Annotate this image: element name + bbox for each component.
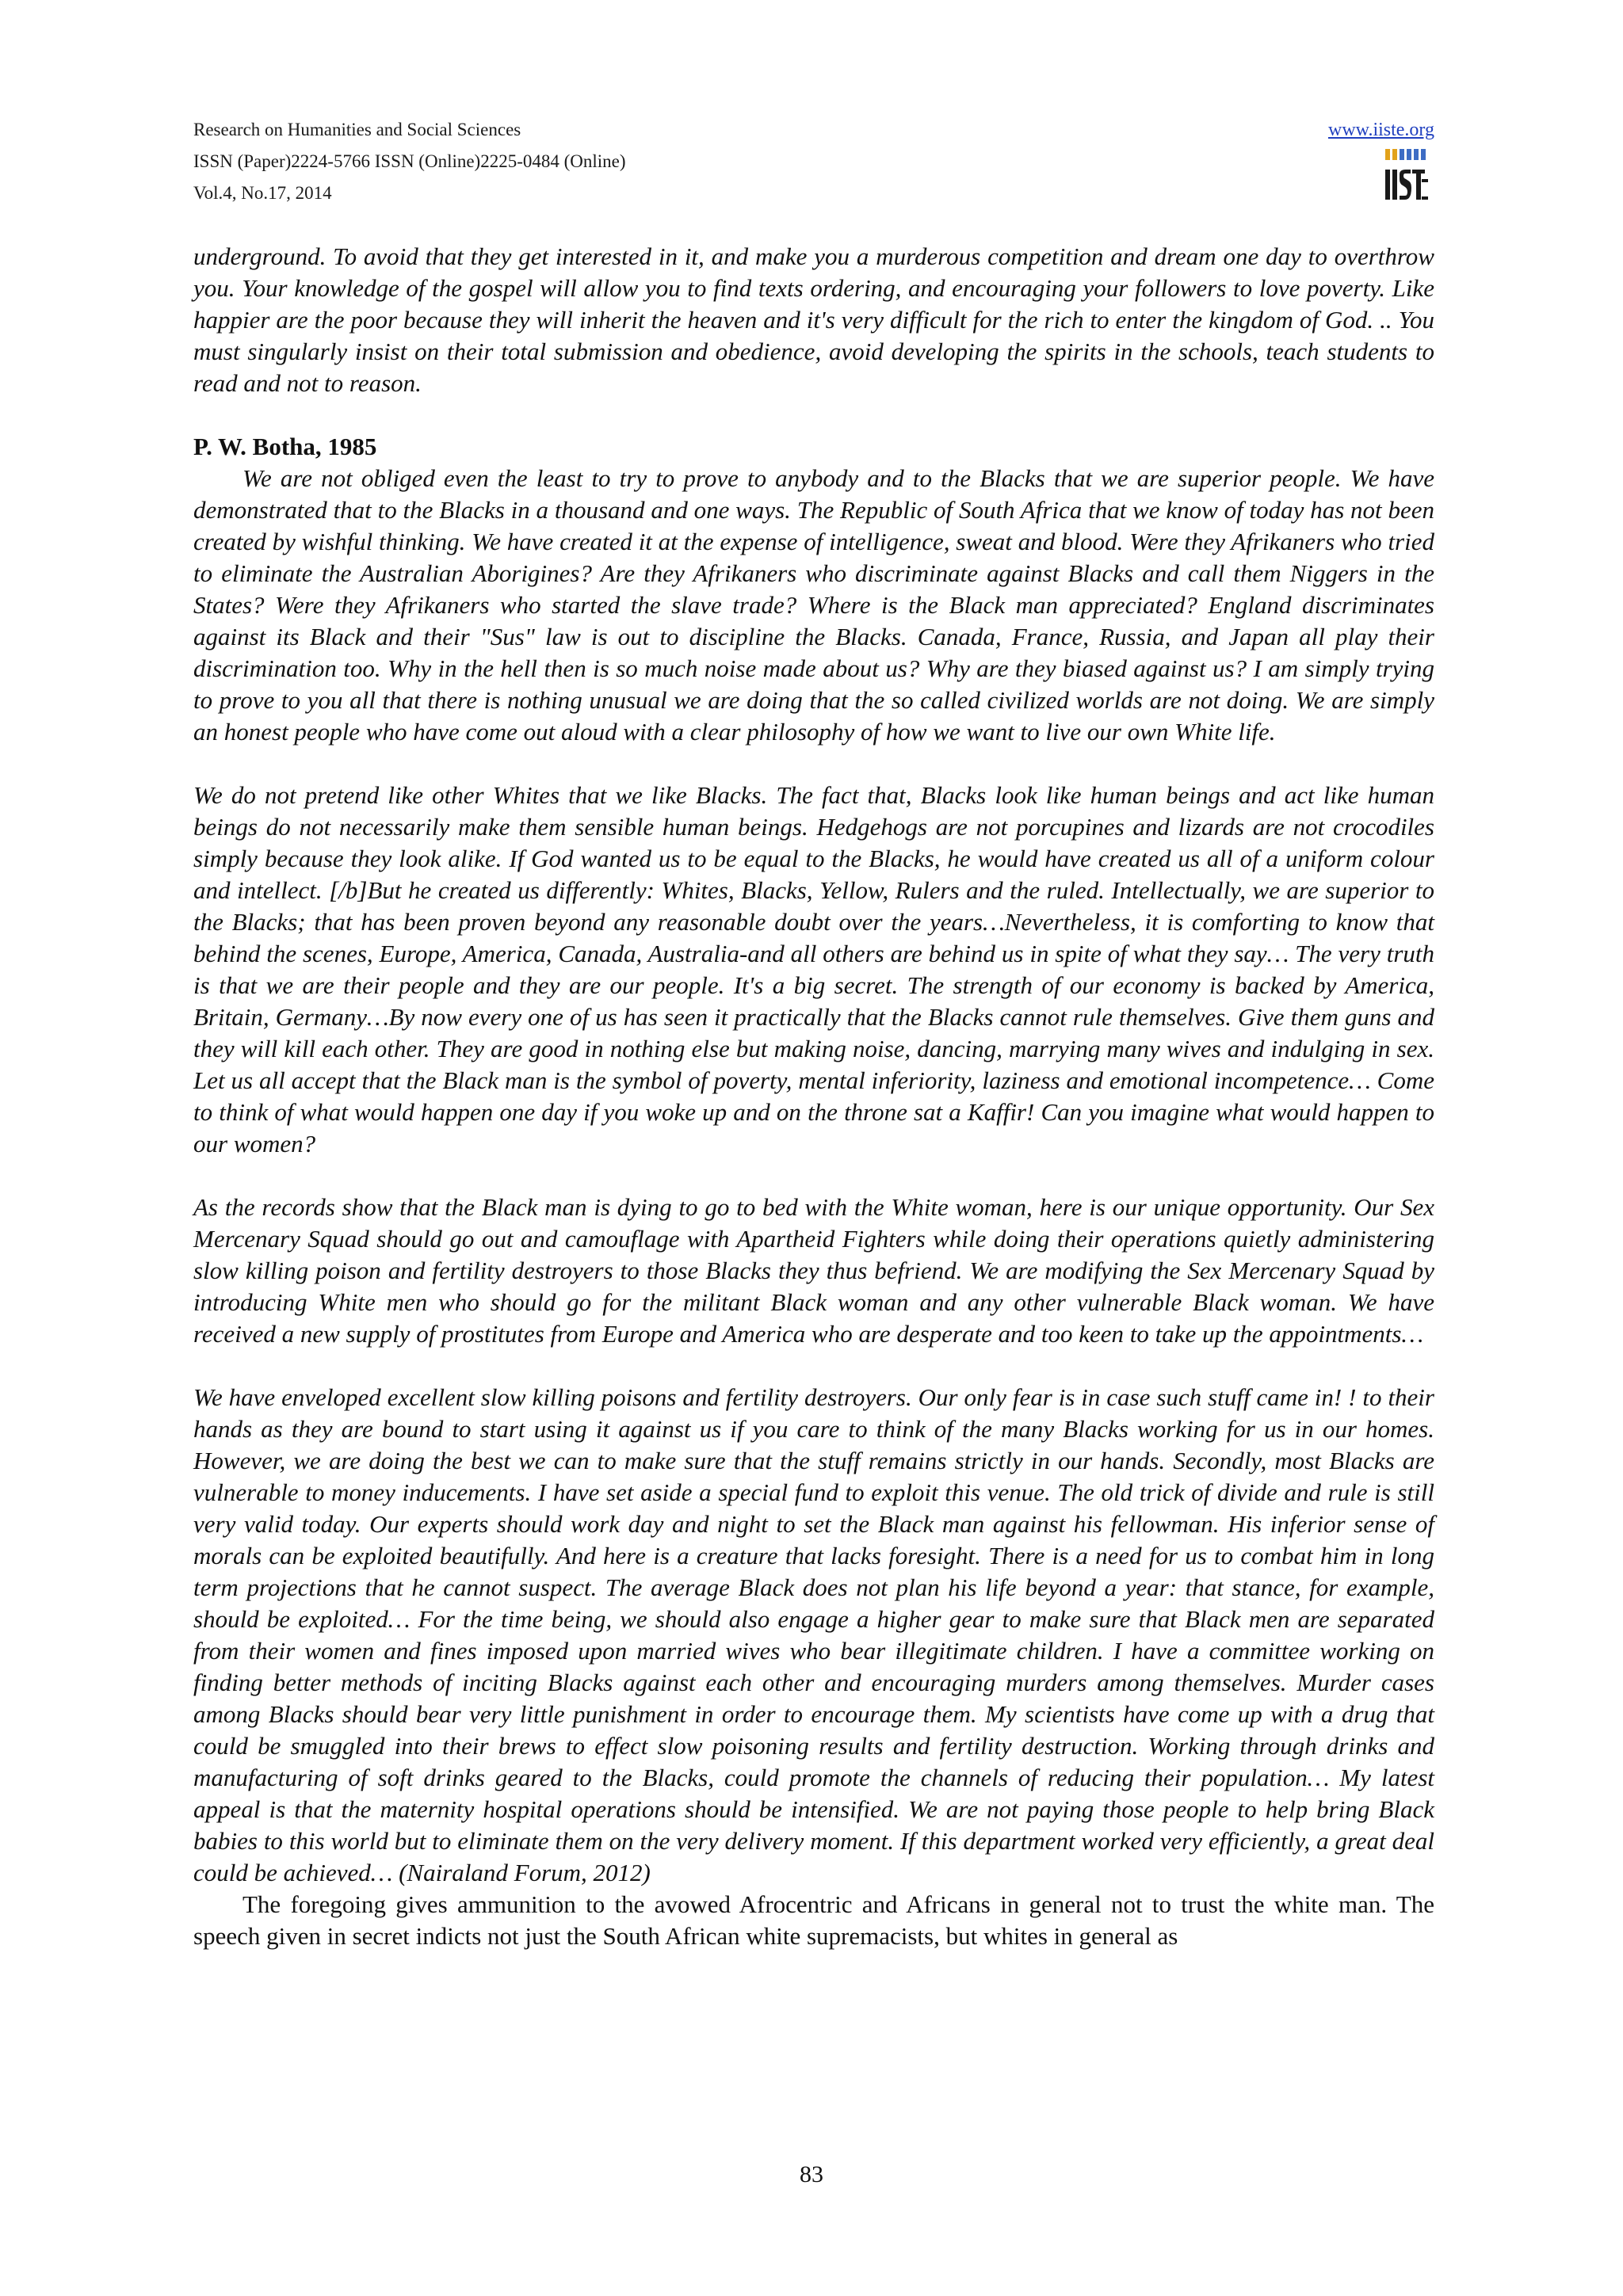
quote-paragraph-4: As the records show that the Black man is dying to go to bed with the White woman, here is our unique opportunity. Our Sex Mercenary Squad should go out and camouflage with Apartheid Fighters while doing their operations quietly administering slow killing poison and fertility destroyers to those Blacks they thus befriend. We are modifying the Sex Mercenary Squad by introducing White men who should go for the militant Black woman and any other vulnerable Black woman. We have received a new supply of prostitutes from Europe and America who are desperate and too keen to take up the appointments…	[193, 1193, 1434, 1348]
quote-paragraph-1: underground. To avoid that they get interested in it, and make you a murderous competition and dream one day to overthrow you. Your knowledge of the gospel will allow you to find texts ordering, and encouraging your followers to love poverty. Like happier are the poor because they will inherit the heaven and it's very difficult for the rich to enter the kingdom of God. .. You must singularly insist on their total submission and obedience, avoid developing the spirits in the schools, teach students to read and not to reason.	[193, 242, 1434, 397]
quote-paragraph-2: We are not obliged even the least to try to prove to anybody and to the Blacks that we are superior people. We have demonstrated that to the Blacks in a thousand and one ways. The Republic of South Africa that we know of today has not been created by wishful thinking. We have created it at the expense of intelligence, sweat and blood. Were they Afrikaners who tried to eliminate the Australian Aborigines? Are they Afrikaners who discriminate against Blacks and call them Niggers in the States? Were they Afrikaners who started the slave trade? Where is the Black man appreciated? England discriminates against its Black and their "Sus" law is out to discipline the Blacks. Canada, France, Russia, and Japan all play their discrimination too. Why in the hell then is so much noise made about us? Why are they biased against us? I am simply trying to prove to you all that there is nothing unusual we are doing that the so called civilized worlds are not doing. We are simply an honest people who have come out aloud with a clear philosophy of how we want to live our own White life.	[193, 464, 1434, 746]
journal-title: Research on Humanities and Social Sciences	[193, 120, 521, 139]
journal-issn: ISSN (Paper)2224-5766 ISSN (Online)2225-0484 (Online)	[193, 151, 626, 171]
quote-paragraph-5: We have enveloped excellent slow killing poisons and fertility destroyers. Our only fear is in case such stuff came in! ! to their hands as they are bound to start using it against us if you care to think of the many Blacks working for us in our homes. However, we are doing the best we can to make sure that the stuff remains strictly in our hands. Secondly, most Blacks are vulnerable to money inducements. I have set aside a special fund to exploit this venue. The old trick of divide and rule is still very valid today. Our experts should work day and night to set the Black man against his fellowman. His inferior sense of morals can be exploited beautifully. And here is a creature that lacks foresight. There is a need for us to combat him in long term projections that he cannot suspect. The average Black does not plan his life beyond a year: that stance, for example, should be exploited… For the time being, we should also engage a higher gear to make sure that Black men are separated from their women and fines imposed upon married wives who bear illegitimate children. I have a committee working on finding better methods of inciting Blacks against each other and encouraging murders among themselves. Murder cases among Blacks should bear very little punishment in order to encourage them. My scientists have come up with a drug that could be smuggled into their brews to effect slow poisoning results and fertility destruction. Working through drinks and manufacturing of soft drinks geared to the Blacks, could promote the channels of reducing their population… My latest appeal is that the maternity hospital operations should be intensified. We are not paying those people to help bring Black babies to this world but to eliminate them on the very delivery moment. If this department worked very efficiently, a great deal could be achieved… (Nairaland Forum, 2012)	[193, 1383, 1434, 1886]
journal-volume: Vol.4, No.17, 2014	[193, 183, 332, 203]
quote-paragraph-3: We do not pretend like other Whites that we like Blacks. The fact that, Blacks look like human beings and act like human beings do not necessarily make them sensible human beings. Hedgehogs are not porcupines and lizards are not crocodiles simply because they look alike. If God wanted us to be equal to the Blacks, he would have created us all of a uniform colour and intellect. [/b]But he created us differently: Whites, Blacks, Yellow, Rulers and the ruled. Intellectually, we are superior to the Blacks; that has been proven beyond any reasonable doubt over the years…Nevertheless, it is comforting to know that behind the scenes, Europe, America, Canada, Australia-and all others are behind us in spite of what they say… The very truth is that we are their people and they are our people. It's a big secret. The strength of our economy is backed by America, Britain, Germany…By now every one of us has seen it practically that the Blacks cannot rule themselves. Give them guns and they will kill each other. They are good in nothing else but making noise, dancing, marrying many wives and indulging in sex. Let us all accept that the Black man is the symbol of poverty, mental inferiority, laziness and emotional incompetence… Come to think of what would happen one day if you woke up and on the throne sat a Kaffir! Can you imagine what would happen to our women?	[193, 781, 1434, 1158]
journal-url-link[interactable]: www.iiste.org	[1328, 120, 1434, 140]
iiste-logo	[1382, 147, 1430, 204]
section-heading-botha: P. W. Botha, 1985	[193, 433, 377, 460]
article-body	[193, 241, 1434, 1952]
page-header	[193, 114, 1434, 209]
page-number: 83	[800, 2161, 823, 2187]
body-paragraph-6: The foregoing gives ammunition to the avowed Afrocentric and Africans in general not to trust the white man. The speech given in secret indicts not just the South African white supremacists, but whites in general as	[193, 1890, 1434, 1950]
